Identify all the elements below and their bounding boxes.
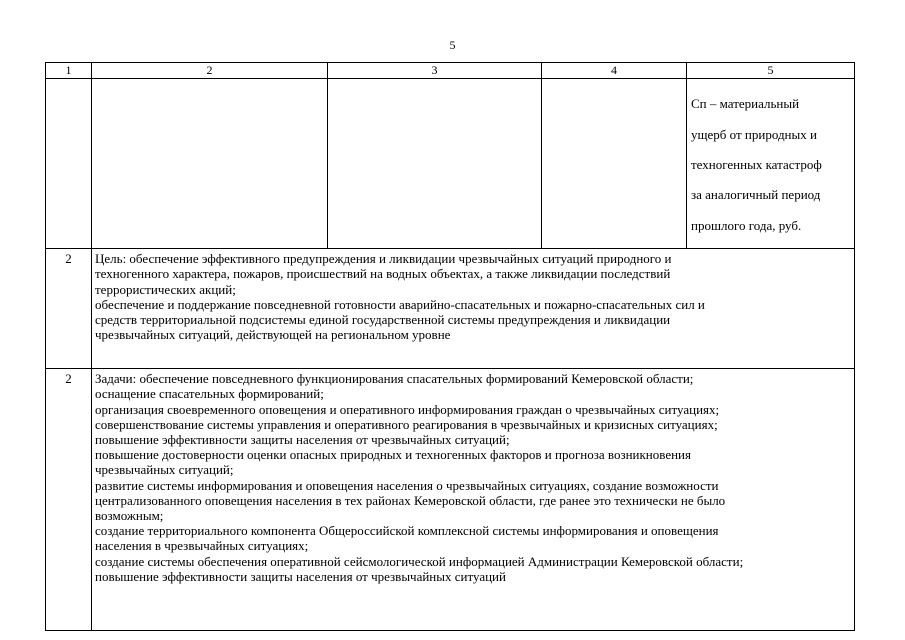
- table-row-criteria: [46, 79, 855, 249]
- criteria-cell-3: [328, 79, 542, 249]
- goal-line: средств территориальной подсистемы единой государственной системы предупреждения и ликвидации: [95, 312, 671, 328]
- goal-line: техногенного характера, пожаров, происшествий на водных объектах, а также ликвидации последствий: [95, 266, 671, 282]
- page-number: 5: [449, 38, 456, 52]
- column-header-2: 2: [92, 63, 328, 79]
- goal-text: [92, 249, 854, 342]
- goal-line: Цель: обеспечение эффективного предупреждения и ликвидации чрезвычайных ситуаций природного и: [95, 251, 672, 267]
- tasks-line: повышение эффективности защиты населения от чрезвычайных ситуаций;: [95, 432, 510, 448]
- table-header-row: [46, 63, 855, 79]
- column-header-1: 1: [46, 63, 92, 79]
- tasks-line: оснащение спасательных формирований;: [95, 386, 324, 402]
- tasks-row-number: 2: [46, 369, 92, 631]
- column-header-3: 3: [328, 63, 542, 79]
- table-row-tasks: [46, 369, 855, 631]
- criteria-line: Сп – материальный: [691, 96, 800, 112]
- tasks-line: совершенствование системы управления и оперативного реагирования в чрезвычайных и кризисных ситуациях;: [95, 416, 718, 432]
- criteria-text: [687, 79, 854, 248]
- criteria-line: за аналогичный период: [691, 187, 821, 203]
- criteria-line: техногенных катастроф: [691, 157, 822, 173]
- criteria-cell-5: [687, 79, 855, 249]
- tasks-text: [92, 369, 854, 584]
- tasks-line: повышение эффективности защиты населения от чрезвычайных ситуаций: [95, 568, 506, 584]
- column-header-5: 5: [687, 63, 855, 79]
- tasks-line: организация своевременного оповещения и оперативного информирования граждан о чрезвычайных ситуациях;: [95, 401, 720, 417]
- tasks-line: централизованного оповещения населения в тех районах Кемеровской области, где ранее это технически не было: [95, 492, 726, 508]
- goal-row-number: 2: [46, 249, 92, 369]
- tasks-line: повышение достоверности оценки опасных природных и техногенных факторов и прогноза возникновения: [95, 447, 691, 463]
- goal-line: чрезвычайных ситуаций, действующей на региональном уровне: [95, 327, 451, 343]
- tasks-line: населения в чрезвычайных ситуациях;: [95, 538, 309, 554]
- criteria-cell-2: [92, 79, 328, 249]
- tasks-line: Задачи: обеспечение повседневного функционирования спасательных формирований Кемеровской области;: [95, 371, 694, 387]
- goal-line: обеспечение и поддержание повседневной готовности аварийно-спасательных и пожарно-спасательных сил и: [95, 296, 705, 312]
- tasks-line: создание системы обеспечения оперативной сейсмологической информацией Администрации Кемеровской области;: [95, 553, 744, 569]
- tasks-line: чрезвычайных ситуаций;: [95, 462, 234, 478]
- tasks-line: создание территориального компонента Общероссийской комплексной системы информирования и оповещения: [95, 523, 719, 539]
- tasks-cell: [92, 369, 855, 631]
- criteria-cell-4: [542, 79, 687, 249]
- criteria-line: прошлого года, руб.: [691, 217, 802, 233]
- program-table: [45, 62, 855, 631]
- tasks-line: развитие системы информирования и оповещения населения о чрезвычайных ситуациях, создание возможности: [95, 477, 719, 493]
- tasks-line: возможным;: [95, 508, 164, 524]
- criteria-cell-1: [46, 79, 92, 249]
- goal-cell: [92, 249, 855, 369]
- table-row-goal: [46, 249, 855, 369]
- goal-line: террористических акций;: [95, 281, 236, 297]
- column-header-4: 4: [542, 63, 687, 79]
- criteria-line: ущерб от природных и: [691, 126, 817, 142]
